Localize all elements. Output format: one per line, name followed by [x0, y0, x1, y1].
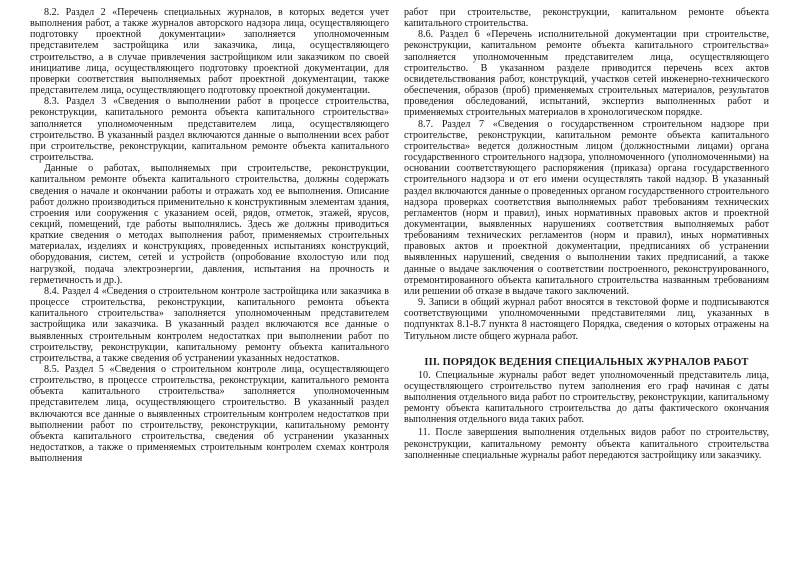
- right-column: [404, 7, 769, 566]
- left-column: [30, 7, 389, 566]
- paragraph-8-2: 8.2. Раздел 2 «Перечень специальных журналов, в которых ведется учет выполнения работ, а также журналов авторского надзора лица, осуществляющего подготовку проектной документации» заполняется уполномоченным представителем застройщика или заказчика, лица, осуществляющего строительство, а в случае привлечения застройщиком или заказчиком по своей инициативе лица, осуществляющего подготовку проектной документации, для проверки соответствия выполняемых работ проектной документации, также представителем лица, осуществляющего подготовку проектной документации.: [30, 7, 389, 97]
- paragraph-8-6: 8.6. Раздел 6 «Перечень исполнительной документации при строительстве, реконструкции, капитальном ремонте объекта капитального строительства» заполняется уполномоченным представителем лица, осуществляющего строительство. В указанном разделе приводится перечень всех актов освидетельствования работ, конструкций, участков сетей инженерно-технического обеспечения, образов (проб) применяемых строительных материалов, результатов проведения обследований, испытаний, экспертиз выполненных работ и применяемых строительных материалов в хронологическом порядке.: [404, 29, 769, 119]
- paragraph-8-3: 8.3. Раздел 3 «Сведения о выполнении работ в процессе строительства, реконструкции, капитального ремонта объекта капитального строительства» заполняется уполномоченным представителем лица, осуществляющего строительство. В указанный раздел включаются данные о выполнении всех работ при строительстве, реконструкции, капитальном ремонте объекта капитального строительства.: [30, 96, 389, 164]
- section-heading-iii: III. ПОРЯДОК ВЕДЕНИЯ СПЕЦИАЛЬНЫХ ЖУРНАЛОВ РАБОТ: [424, 356, 749, 368]
- paragraph-10: 10. Специальные журналы работ ведет уполномоченный представитель лица, осуществляющего строительство путем заполнения его граф начиная с даты выполнения отдельного вида работ по строительству, реконструкции, капитальному ремонту объекта капитального строительства до даты фактического окончания выполнения отдельного вида таких работ.: [404, 369, 769, 426]
- paragraph-work-data: Данные о работах, выполняемых при строительстве, реконструкции, капитальном ремонте объекта капитального строительства, должны содержать сведения о начале и окончании работы и отражать ход ее выполнения. Описание работ должно производиться применительно к конструктивным элементам здания, строения или сооружения с указанием осей, рядов, отметок, этажей, ярусов, секций, помещений, где работы выполнялись. Здесь же должны приводиться краткие сведения о методах выполнения работ, применяемых строительных материалах, изделиях и конструкциях, проведенных испытаниях конструкций, оборудования, систем, сетей и устройств (опробование вхолостую или под нагрузкой, подача электроэнергии, давления, испытания на прочность и герметичность и др.).: [30, 163, 389, 286]
- paragraph-8-5-continued: работ при строительстве, реконструкции, капитальном ремонте объекта капитального строительства.: [404, 7, 769, 30]
- paragraph-8-4: 8.4. Раздел 4 «Сведения о строительном контроле застройщика или заказчика в процессе строительства, реконструкции, капитального ремонта объекта капитального строительства» заполняется уполномоченным представителем застройщика или заказчика. В указанный раздел включаются все данные о выявленных строительным контролем недостатках при выполнении работ по строительству, реконструкции, капитальному ремонту объекта капитального строительства, а также сведения об устранении указанных недостатков.: [30, 285, 389, 364]
- paragraph-9: 9. Записи в общий журнал работ вносятся в текстовой форме и подписываются соответствующими уполномоченными представителями лиц, указанных в подпунктах 8.1-8.7 пункта 8 настоящего Порядка, сведения о которых отражены на Титульном листе общего журнала работ.: [404, 297, 769, 342]
- paragraph-8-7: 8.7. Раздел 7 «Сведения о государственном строительном надзоре при строительстве, реконструкции, капитальном ремонте объекта капитального строительства» ведется должностным лицом (должностными лицами) органа государственного строительного надзора, уполномоченного (уполномоченными) на основании соответствующего распоряжения (приказа) органа государственного строительного надзора и от его имени осуществлять такой надзор. В указанный раздел включаются данные о проведенных органом государственного строительного надзора проверках соответствия выполняемых работ требованиям технических регламентов (норм и правил), иных нормативных правовых актов и проектной документации, выявленных нарушениях соответствия выполняемых работ требованиям технических регламентов (норм и правил), иных нормативных правовых актов и проектной документации, предписаниях об устранении выявленных нарушений, сведения о выполнении таких предписаний, а также данные о выдаче заключения о соответствии построенного, реконструированного, отремонтированного объекта капитального строительства названным требованиям или решении об отказе в выдаче такого заключений.: [404, 118, 769, 297]
- paragraph-8-5: 8.5. Раздел 5 «Сведения о строительном контроле лица, осуществляющего строительство, в процессе строительства, реконструкции, капитального ремонта объекта капитального строительства» заполняется уполномоченным представителем лица, осуществляющего строительство. В указанный раздел включаются все данные о выявленных строительным контролем недостатков при выполнении работ по строительству, реконструкции, капитальному ремонту объекта капитального строительства, сведения об устранении указанных недостатков, а также о применяемых строительным контролем схемах контроля выполнения: [30, 364, 389, 465]
- paragraph-11: 11. После завершения выполнения отдельных видов работ по строительству, реконструкции, капитальному ремонту объекта капитального строительства заполненные специальные журналы работ передаются застройщику или заказчику.: [404, 427, 769, 461]
